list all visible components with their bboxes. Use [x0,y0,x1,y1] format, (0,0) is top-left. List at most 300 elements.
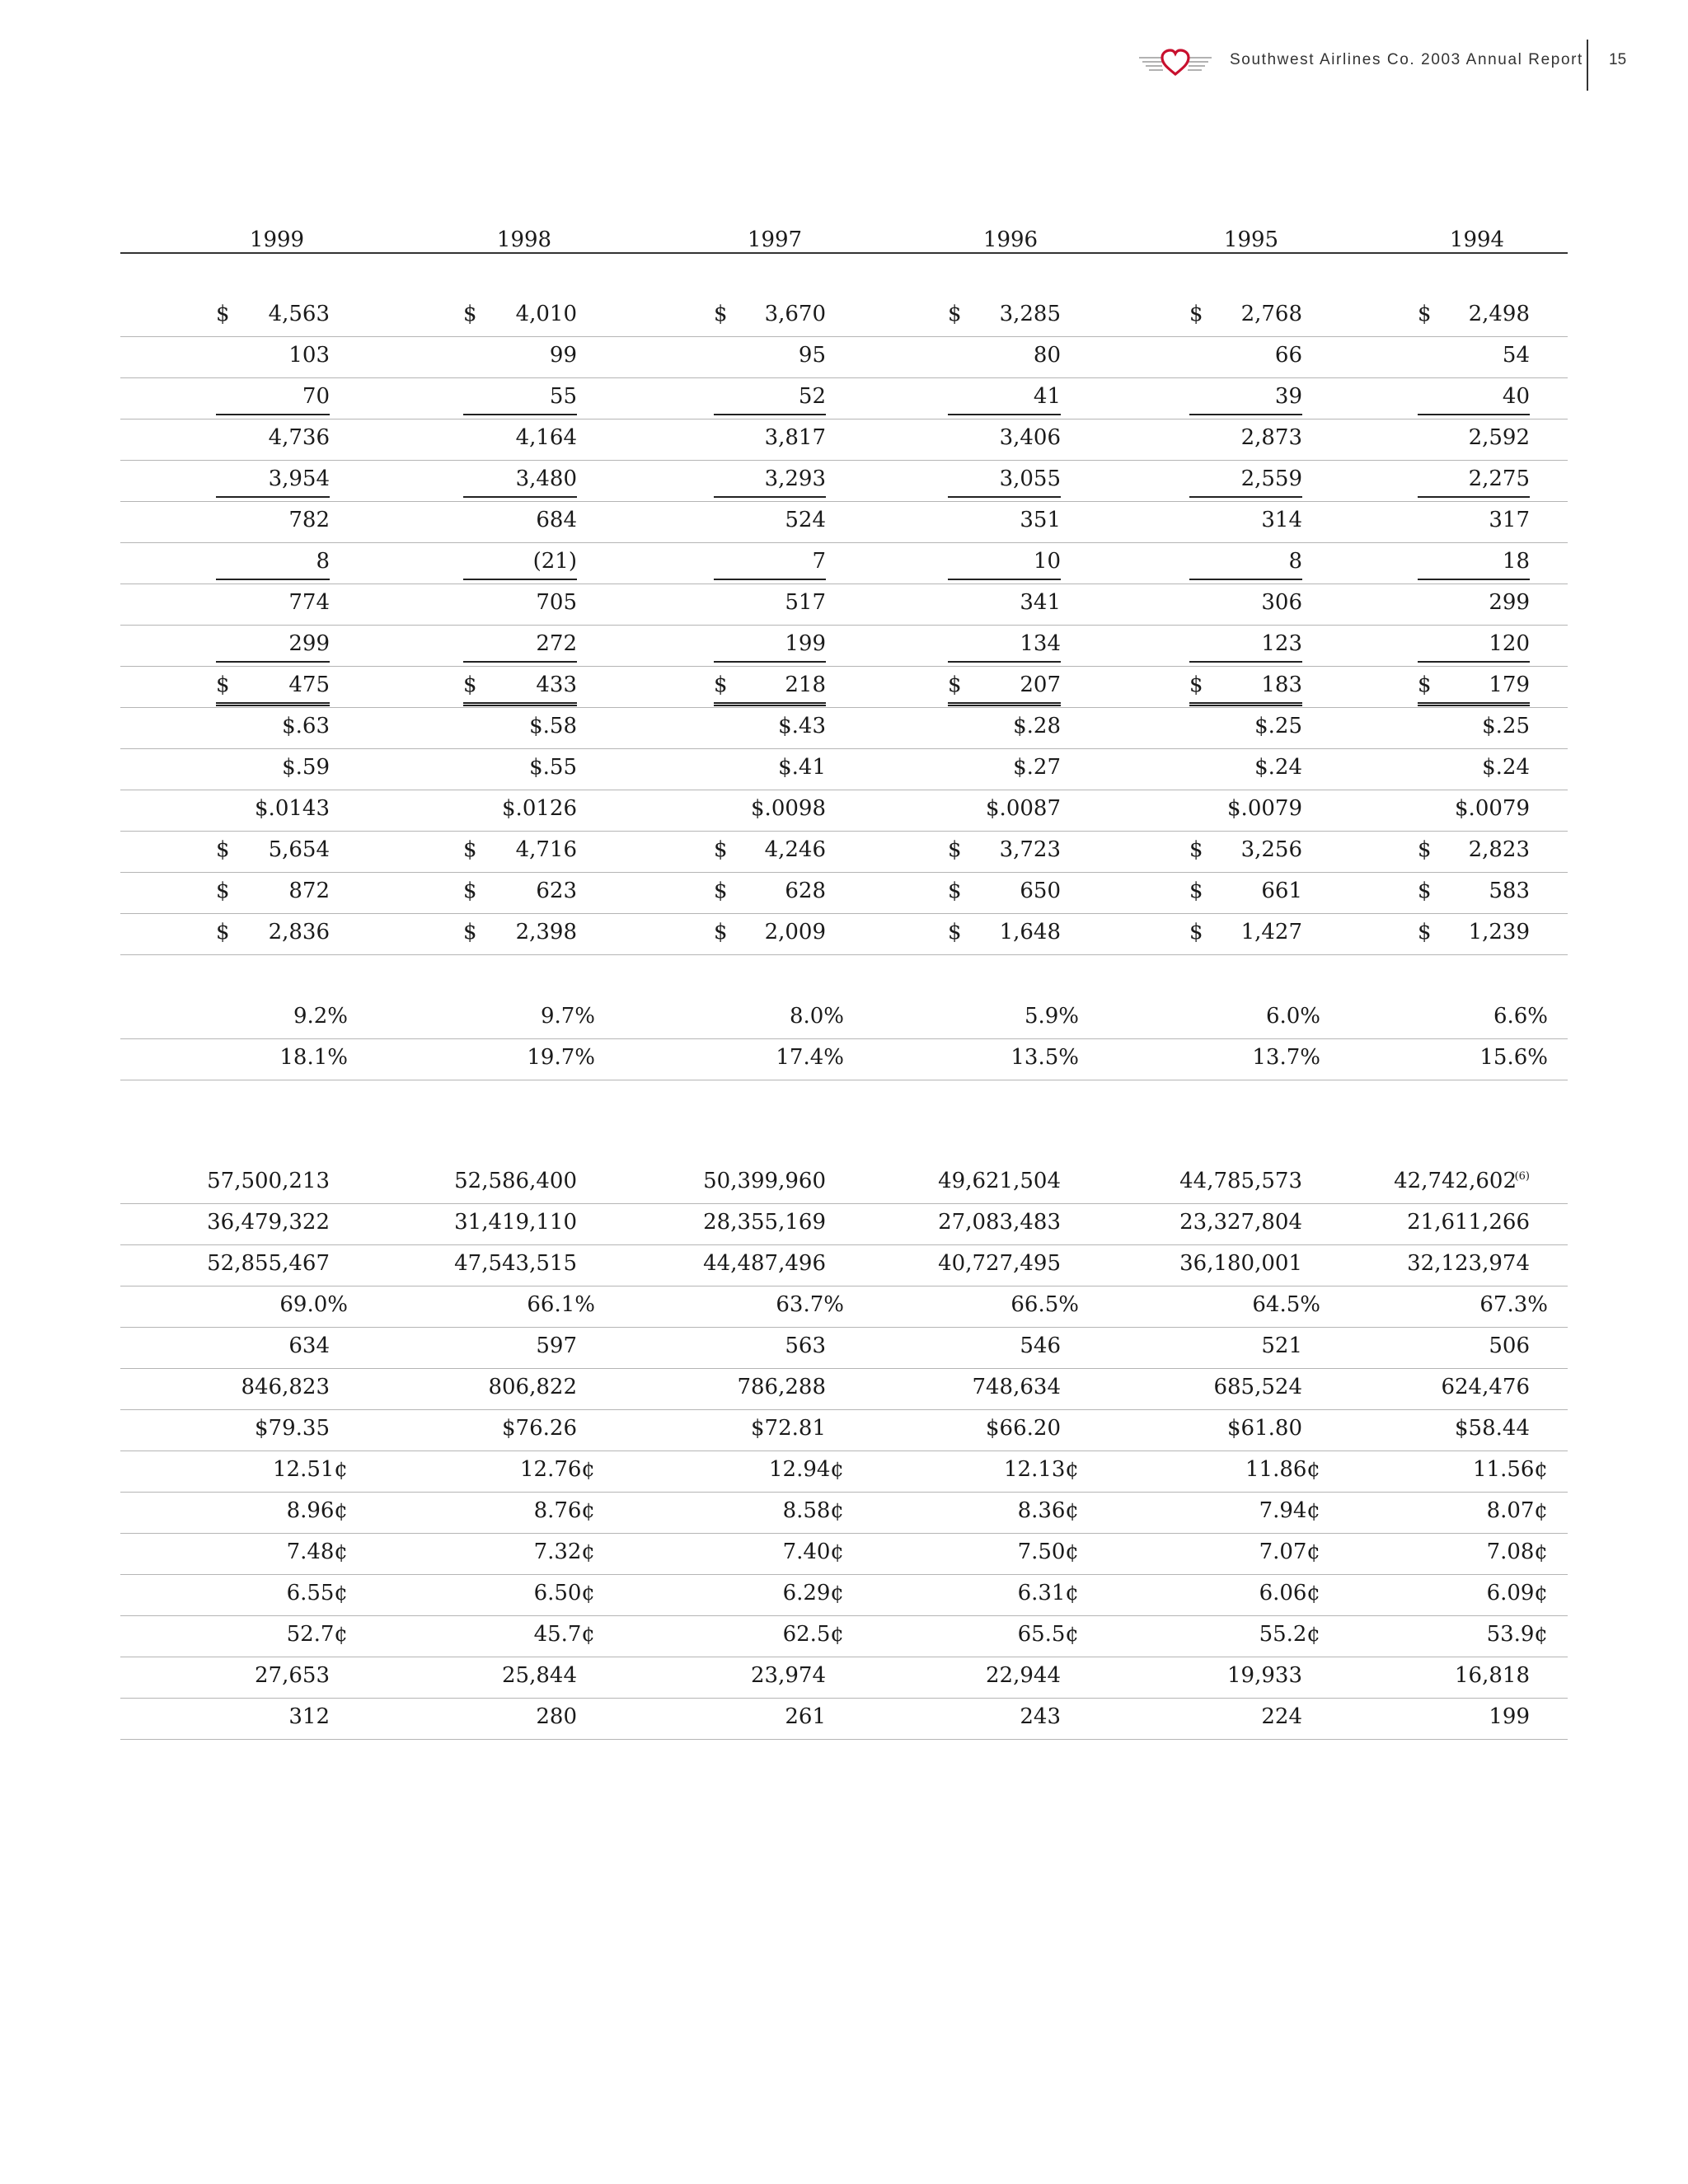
cell-value: 65.5¢ [1017,1622,1079,1647]
header-divider [1587,40,1588,91]
table-cell [463,1457,595,1487]
table-cell [1418,714,1530,743]
cell-value: 6.06¢ [1259,1581,1320,1605]
cell-value: $.41 [778,755,826,780]
table-cell [454,1251,577,1281]
table-cell [938,1169,1061,1198]
table-cell [1418,1375,1530,1404]
cell-value: 6.29¢ [782,1581,844,1605]
table-cell [948,1622,1079,1652]
cell-value: 6.0% [1265,1004,1320,1029]
cell-value: 11.86¢ [1245,1457,1320,1482]
cell-value: 44,487,496 [703,1251,826,1276]
table-cell [714,1663,826,1693]
table-cell [714,549,826,580]
cell-value: 134 [1020,631,1061,656]
cell-value: 786,288 [737,1375,826,1399]
table-cell [1407,1210,1530,1240]
cell-value: 872 [288,879,330,903]
heart-wings-logo-icon [1137,46,1213,79]
cell-value: $.24 [1482,755,1530,780]
table-row [120,1038,1568,1080]
cell-value: 506 [1489,1333,1530,1358]
cell-value: 63.7% [776,1292,844,1317]
cell-value: 2,498 [1468,302,1530,326]
cell-value: 39 [1274,384,1302,409]
table-cell [216,1333,330,1363]
table-cell [463,1292,595,1322]
cell-value: 70 [302,384,330,409]
table-cell [216,1416,330,1446]
table-cell [948,796,1061,826]
cell-value: 261 [785,1704,826,1729]
cell-value: 95 [798,343,826,368]
cell-value: 6.31¢ [1017,1581,1079,1605]
cell-value: 8.36¢ [1017,1498,1079,1523]
table-cell [714,343,826,373]
cell-value: $58.44 [1455,1416,1530,1441]
table-cell [948,1004,1079,1033]
cell-value: 2,559 [1240,466,1302,491]
table-cell [463,343,577,373]
currency-symbol: $ [1189,837,1203,862]
cell-value: 8 [1288,549,1302,574]
cell-value: 5.9% [1024,1004,1079,1029]
cell-value: 10 [1033,549,1061,574]
table-cell [1189,1498,1320,1528]
cell-value: 7.32¢ [533,1540,595,1564]
table-cell [948,673,1061,706]
cell-value: 41 [1033,384,1061,409]
cell-value: 351 [1020,508,1061,532]
table-cell [463,590,577,620]
cell-value: 624,476 [1441,1375,1530,1399]
table-cell [216,920,330,949]
cell-value: $.63 [282,714,330,738]
currency-symbol: $ [216,302,230,326]
cell-value: $.27 [1013,755,1061,780]
cell-value: 49,621,504 [938,1169,1061,1193]
table-cell [216,631,330,663]
cell-value: 62.5¢ [782,1622,844,1647]
table-cell [703,1251,826,1281]
table-cell [1394,1169,1530,1198]
table-cell [207,1251,330,1281]
table-cell [216,549,330,580]
table-cell [1179,1251,1302,1281]
table-cell [1189,796,1302,826]
table-cell [207,1169,330,1198]
table-cell [216,1704,330,1734]
cell-value: 524 [785,508,826,532]
cell-value: 22,944 [986,1663,1061,1688]
table-cell [1418,1540,1548,1569]
table-cell [216,302,330,331]
table-cell [463,755,577,785]
cell-value: 36,479,322 [207,1210,330,1235]
currency-symbol: $ [1418,920,1432,944]
table-cell [948,631,1061,663]
cell-value: 705 [536,590,577,615]
cell-value: $.43 [778,714,826,738]
currency-symbol: $ [1418,879,1432,903]
table-cell [463,302,577,331]
cell-value: $.0079 [1227,796,1302,821]
currency-symbol: $ [1189,673,1203,697]
table-cell [216,1004,348,1033]
cell-value: 2,592 [1468,425,1530,450]
cell-value: 7.40¢ [782,1540,844,1564]
cell-value: 4,246 [764,837,826,862]
table-cell [1418,302,1530,331]
cell-value: 36,180,001 [1179,1251,1302,1276]
cell-value: $.0079 [1455,796,1530,821]
table-cell [938,1251,1061,1281]
cell-value: 6.50¢ [533,1581,595,1605]
table-cell [714,1045,844,1075]
table-cell [714,384,826,415]
page-number: 15 [1609,51,1627,68]
cell-value: 6.6% [1493,1004,1548,1029]
table-cell [463,508,577,537]
year-header: 1999 [249,227,305,252]
currency-symbol: $ [1189,302,1203,326]
currency-symbol: $ [714,920,728,944]
cell-value: 475 [288,673,330,697]
cell-value: 9.7% [540,1004,595,1029]
currency-symbol: $ [463,879,477,903]
table-row [120,748,1568,790]
currency-symbol: $ [714,302,728,326]
cell-value: 19,933 [1227,1663,1302,1688]
cell-value: 57,500,213 [207,1169,330,1193]
table-row [120,336,1568,378]
currency-symbol: $ [463,837,477,862]
cell-value: 8.07¢ [1486,1498,1548,1523]
cell-value: 2,009 [764,920,826,944]
cell-value: 597 [536,1333,577,1358]
table-cell [714,590,826,620]
table-cell [1189,1333,1302,1363]
table-row [120,1368,1568,1410]
table-cell [948,1292,1079,1322]
cell-value: 243 [1020,1704,1061,1729]
cell-value: 199 [785,631,826,656]
table-cell [714,1004,844,1033]
table-cell [1189,508,1302,537]
table-cell [1179,1210,1302,1240]
table-cell [216,1581,348,1610]
table-cell [1418,796,1530,826]
year-header: 1997 [747,227,803,252]
cell-value: 2,823 [1468,837,1530,862]
table-cell [948,1045,1079,1075]
cell-value: 306 [1261,590,1302,615]
table-cell [714,1704,826,1734]
cell-value: $79.35 [255,1416,330,1441]
cell-value: 546 [1020,1333,1061,1358]
cell-value: 19.7% [527,1045,595,1070]
table-cell [1418,1045,1548,1075]
cell-value: 4,164 [515,425,577,450]
cell-value: $.25 [1482,714,1530,738]
table-cell [1418,1498,1548,1528]
cell-value: 80 [1033,343,1061,368]
table-cell [463,920,577,949]
cell-value: 42,742,602 [1394,1169,1517,1193]
cell-value: 661 [1261,879,1302,903]
cell-value: 12.51¢ [273,1457,348,1482]
table-cell [1418,673,1530,706]
table-cell [948,1581,1079,1610]
table-cell [714,425,826,455]
cell-value: 517 [785,590,826,615]
table-cell [207,1210,330,1240]
cell-value: 782 [288,508,330,532]
cell-value: 23,327,804 [1179,1210,1302,1235]
table-cell [1418,590,1530,620]
table-cell [216,425,330,455]
cell-value: 3,817 [764,425,826,450]
cell-value: 66.1% [527,1292,595,1317]
table-cell [463,549,577,580]
cell-value: 685,524 [1213,1375,1302,1399]
table-cell [714,1540,844,1569]
cell-value: 50,399,960 [703,1169,826,1193]
table-cell [1189,1540,1320,1569]
cell-value: 7 [812,549,826,574]
cell-value: 16,818 [1455,1663,1530,1688]
table-row [120,913,1568,955]
cell-value: 32,123,974 [1407,1251,1530,1276]
table-cell [1418,343,1530,373]
cell-value: 179 [1489,673,1530,697]
table-cell [463,1045,595,1075]
table-cell [703,1210,826,1240]
cell-value: 199 [1489,1704,1530,1729]
table-cell [1418,1292,1548,1322]
cell-value: 4,563 [268,302,330,326]
cell-value: 47,543,515 [454,1251,577,1276]
currency-symbol: $ [948,920,962,944]
table-cell [948,837,1061,867]
table-cell [1418,1622,1548,1652]
cell-value: 299 [288,631,330,656]
table-cell [1189,549,1302,580]
table-cell [216,1622,348,1652]
table-cell [463,1416,577,1446]
table-row [120,460,1568,502]
footnote-marker: (6) [1514,1170,1530,1183]
currency-symbol: $ [216,920,230,944]
currency-symbol: $ [216,673,230,697]
table-row [120,1698,1568,1740]
table-cell [714,1292,844,1322]
currency-symbol: $ [714,837,728,862]
cell-value: 13.7% [1252,1045,1320,1070]
cell-value: 52,855,467 [207,1251,330,1276]
table-cell [463,1498,595,1528]
table-row [120,831,1568,873]
cell-value: 52.7¢ [286,1622,348,1647]
table-cell [463,796,577,826]
cell-value: 23,974 [751,1663,826,1688]
cell-value: 44,785,573 [1179,1169,1302,1193]
table-cell [948,1375,1061,1404]
table-cell [714,508,826,537]
table-cell [1189,920,1302,949]
table-cell [1189,837,1302,867]
cell-value: 1,427 [1240,920,1302,944]
cell-value: 9.2% [293,1004,348,1029]
table-row [120,1327,1568,1369]
cell-value: 52 [798,384,826,409]
table-cell [463,425,577,455]
table-cell [463,1540,595,1569]
table-row [120,666,1568,708]
table-cell [948,1457,1079,1487]
table-cell [948,466,1061,498]
year-header: 1994 [1449,227,1505,252]
table-cell [1418,1581,1548,1610]
table-cell [714,631,826,663]
currency-symbol: $ [216,879,230,903]
cell-value: 28,355,169 [703,1210,826,1235]
currency-symbol: $ [1418,837,1432,862]
table-cell [216,1663,330,1693]
cell-value: 2,873 [1240,425,1302,450]
cell-value: 2,768 [1240,302,1302,326]
table-row [120,295,1568,337]
table-cell [1418,920,1530,949]
cell-value: 64.5% [1252,1292,1320,1317]
table-cell [948,384,1061,415]
cell-value: 774 [288,590,330,615]
cell-value: 69.0% [279,1292,348,1317]
cell-value: 8.58¢ [782,1498,844,1523]
table-cell [1418,508,1530,537]
table-cell [1189,302,1302,331]
table-cell [216,1045,348,1075]
table-cell [948,1663,1061,1693]
cell-value: 623 [536,879,577,903]
cell-value: $.28 [1013,714,1061,738]
cell-value: 846,823 [241,1375,330,1399]
cell-value: 2,836 [268,920,330,944]
table-cell [948,714,1061,743]
table-cell [216,714,330,743]
cell-value: 40 [1502,384,1530,409]
cell-value: 299 [1489,590,1530,615]
table-cell [463,1581,595,1610]
table-cell [1189,1457,1320,1487]
table-cell [216,796,330,826]
table-cell [714,1375,826,1404]
table-cell [1418,466,1530,498]
cell-value: 15.6% [1479,1045,1548,1070]
cell-value: $.58 [529,714,577,738]
table-cell [714,755,826,785]
table-cell [1418,1704,1530,1734]
cell-value: 3,480 [515,466,577,491]
cell-value: 40,727,495 [938,1251,1061,1276]
table-cell [216,1498,348,1528]
table-cell [714,837,826,867]
table-cell [1189,466,1302,498]
cell-value: 55.2¢ [1259,1622,1320,1647]
cell-value: 12.94¢ [769,1457,844,1482]
table-cell [714,714,826,743]
table-cell [1418,549,1530,580]
table-cell [463,837,577,867]
year-header: 1995 [1223,227,1279,252]
cell-value: 55 [549,384,577,409]
cell-value: 66 [1274,343,1302,368]
table-cell [948,1333,1061,1363]
table-cell [1189,631,1302,663]
cell-value: 1,648 [999,920,1061,944]
cell-value: 3,055 [999,466,1061,491]
cell-value: 21,611,266 [1407,1210,1530,1235]
cell-value: (21) [532,549,577,574]
table-cell [1418,1457,1548,1487]
cell-value: 3,954 [268,466,330,491]
table-row [120,1162,1568,1204]
table-row [120,1657,1568,1699]
table-cell [1418,1004,1548,1033]
cell-value: 7.08¢ [1486,1540,1548,1564]
table-row [120,625,1568,667]
cell-value: 4,736 [268,425,330,450]
currency-symbol: $ [714,879,728,903]
table-cell [714,1581,844,1610]
table-row [120,1409,1568,1451]
table-cell [948,1540,1079,1569]
table-row [120,1451,1568,1493]
table-cell [1418,755,1530,785]
cell-value: 120 [1489,631,1530,656]
table-row [120,542,1568,584]
table-cell [216,673,330,706]
table-cell [714,920,826,949]
table-cell [216,343,330,373]
table-cell [714,1622,844,1652]
table-cell [1189,1045,1320,1075]
cell-value: 433 [536,673,577,697]
table-cell [938,1210,1061,1240]
table-cell [948,590,1061,620]
table-row [120,1615,1568,1657]
cell-value: 53.9¢ [1486,1622,1548,1647]
cell-value: 12.76¢ [520,1457,595,1482]
table-cell [463,1622,595,1652]
cell-value: 103 [288,343,330,368]
cell-value: 27,653 [255,1663,330,1688]
currency-symbol: $ [1418,673,1432,697]
table-cell [463,631,577,663]
currency-symbol: $ [948,837,962,862]
table-cell [714,466,826,498]
table-cell [1418,1663,1530,1693]
table-cell [714,879,826,908]
table-cell [463,879,577,908]
table-cell [454,1169,577,1198]
table-cell [714,673,826,706]
cell-value: 8.76¢ [533,1498,595,1523]
cell-value: 272 [536,631,577,656]
table-row [120,1492,1568,1534]
table-cell [216,1540,348,1569]
